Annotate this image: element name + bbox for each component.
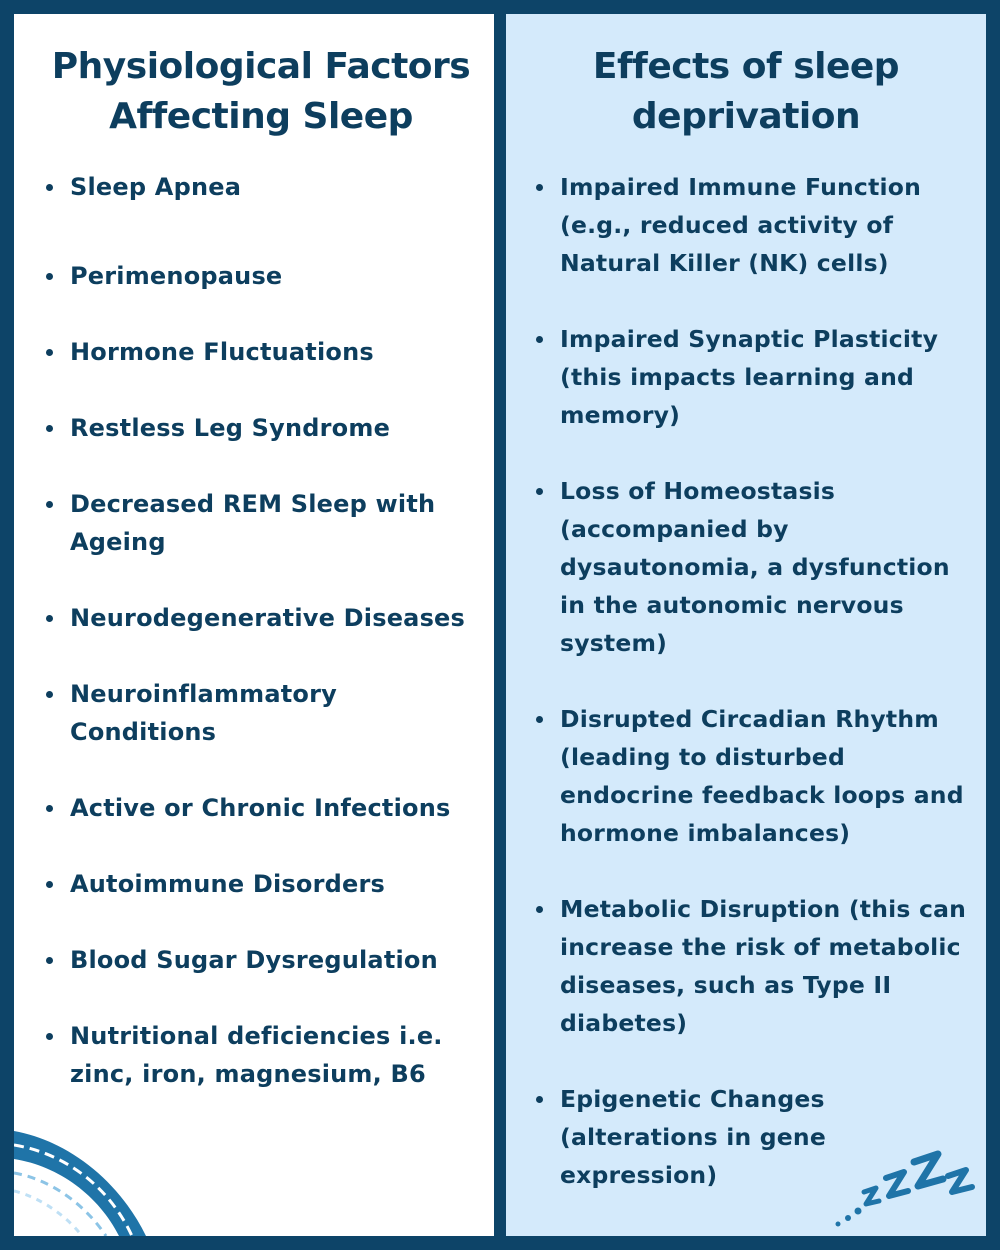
list-item: Sleep Apnea: [44, 168, 484, 206]
list-item: Metabolic Disruption (this can increase the risk of metabolic diseases, such as Type II diabetes): [534, 890, 980, 1042]
list-item: Disrupted Circadian Rhythm (leading to disturbed endocrine feedback loops and hormone imbalances): [534, 700, 980, 852]
right-title-line1: Effects of sleep: [592, 46, 900, 87]
sleep-deprivation-effects-list: [534, 168, 980, 1232]
list-item: Impaired Immune Function (e.g., reduced activity of Natural Killer (NK) cells): [534, 168, 980, 282]
sleep-zzz-icon: [816, 1126, 986, 1236]
list-item: Restless Leg Syndrome: [44, 409, 484, 447]
list-item: Epigenetic Changes (alterations in gene expression): [534, 1080, 980, 1194]
right-title: [506, 42, 986, 142]
left-title-line2: Affecting Sleep: [109, 96, 413, 137]
list-item: Impaired Synaptic Plasticity (this impacts learning and memory): [534, 320, 980, 434]
list-item: Neurodegenerative Diseases: [44, 599, 484, 637]
list-item: Hormone Fluctuations: [44, 333, 484, 371]
list-item: Active or Chronic Infections: [44, 789, 484, 827]
list-item: Perimenopause: [44, 257, 484, 295]
list-item: Autoimmune Disorders: [44, 865, 484, 903]
list-item: Blood Sugar Dysregulation: [44, 941, 484, 979]
wave-swirl-icon: [14, 1111, 164, 1236]
physiological-factors-list: [44, 168, 484, 1131]
list-item: Decreased REM Sleep with Ageing: [44, 485, 484, 561]
left-title-line1: Physiological Factors: [51, 46, 471, 87]
left-title: [28, 42, 494, 142]
left-panel: [14, 14, 494, 1236]
list-item: Neuroinflammatory Conditions: [44, 675, 484, 751]
right-title-line2: deprivation: [631, 96, 861, 137]
right-panel: [506, 14, 986, 1236]
list-item: Loss of Homeostasis (accompanied by dysautonomia, a dysfunction in the autonomic nervous system): [534, 472, 980, 662]
list-item: Nutritional deficiencies i.e. zinc, iron, magnesium, B6: [44, 1017, 484, 1093]
